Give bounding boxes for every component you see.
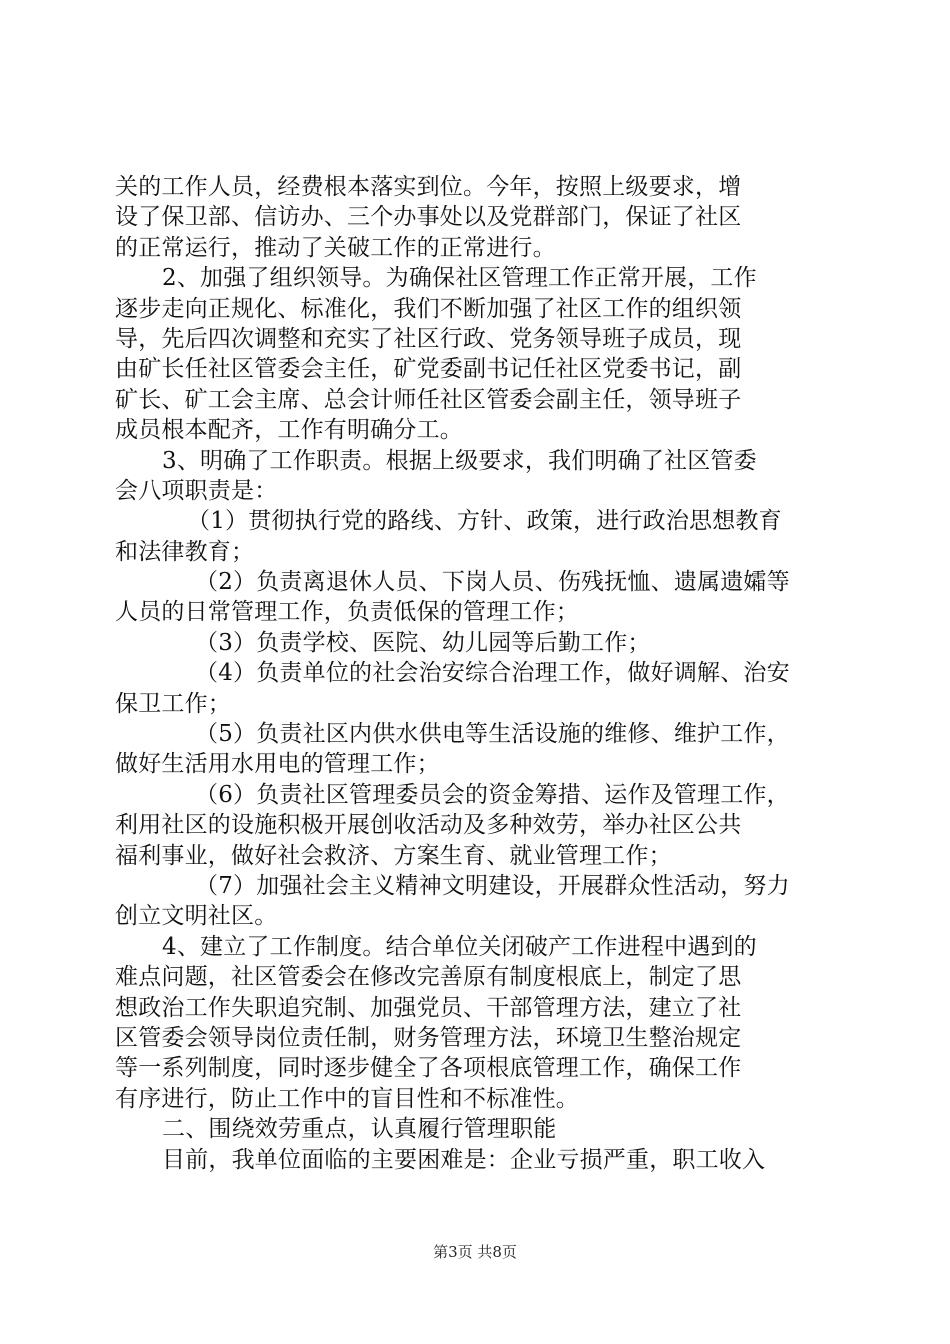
document-body <box>115 172 835 1175</box>
text-line: 做好生活用水用电的管理工作； <box>115 751 440 778</box>
text-line: 导，先后四次调整和充实了社区行政、党务领导班子成员，现 <box>115 325 742 352</box>
text-line: （4）负责单位的社会治安综合治理工作，做好调解、治安 <box>195 660 790 687</box>
text-line: 由矿长任社区管委会主任，矿党委副书记任社区党委书记，副 <box>115 356 742 383</box>
text-line: 矿长、矿工会主席、总会计师任社区管委会副主任，领导班子 <box>115 386 742 413</box>
text-line: 的正常运行，推动了关破工作的正常进行。 <box>115 234 556 261</box>
text-line: 二、围绕效劳重点，认真履行管理职能 <box>162 1116 557 1143</box>
text-line: 保卫工作； <box>115 690 231 717</box>
text-line: （7）加强社会主义精神文明建设，开展群众性活动，努力 <box>195 872 790 899</box>
text-line: 和法律教育； <box>115 538 255 565</box>
text-line: 2、加强了组织领导。为确保社区管理工作正常开展，工作 <box>162 265 757 292</box>
text-line: 逐步走向正规化、标准化，我们不断加强了社区工作的组织领 <box>115 295 742 322</box>
text-line: （3）负责学校、医院、幼儿园等后勤工作； <box>195 629 651 656</box>
text-line: 等一系列制度，同时逐步健全了各项根底管理工作，确保工作 <box>115 1055 742 1082</box>
text-line: 设了保卫部、信访办、三个办事处以及党群部门，保证了社区 <box>115 204 742 231</box>
text-line: 区管委会领导岗位责任制，财务管理方法，环境卫生整治规定 <box>115 1024 742 1051</box>
text-line: （2）负责离退休人员、下岗人员、伤残抚恤、遗属遗孀等 <box>195 569 790 596</box>
text-line: 福利事业，做好社会救济、方案生育、就业管理工作； <box>115 842 672 869</box>
text-line: 创立文明社区。 <box>115 903 278 930</box>
text-line: （5）负责社区内供水供电等生活设施的维修、维护工作， <box>195 721 790 748</box>
text-line: 人员的日常管理工作，负责低保的管理工作； <box>115 599 579 626</box>
text-line: 难点问题，社区管委会在修改完善原有制度根底上，制定了思 <box>115 964 742 991</box>
text-line: （6）负责社区管理委员会的资金筹措、运作及管理工作， <box>195 781 790 808</box>
text-line: 关的工作人员，经费根本落实到位。今年，按照上级要求，增 <box>115 174 742 200</box>
text-line: 目前，我单位面临的主要困难是：企业亏损严重，职工收入 <box>162 1146 766 1173</box>
text-line: 想政治工作失职追究制、加强党员、干部管理方法，建立了社 <box>115 994 742 1021</box>
text-line: 4、建立了工作制度。结合单位关闭破产工作进程中遇到的 <box>162 933 757 960</box>
text-line: 3、明确了工作职责。根据上级要求，我们明确了社区管委 <box>162 447 757 474</box>
text-line: 有序进行，防止工作中的盲目性和不标准性。 <box>115 1085 579 1112</box>
text-line: （1）贯彻执行党的路线、方针、政策，进行政治思想教育 <box>187 508 782 535</box>
page-footer: 第3页 共8页 <box>433 1243 517 1261</box>
text-line: 会八项职责是： <box>115 477 278 504</box>
text-line: 成员根本配齐，工作有明确分工。 <box>115 417 463 444</box>
text-line: 利用社区的设施积极开展创收活动及多种效劳，举办社区公共 <box>115 812 742 839</box>
